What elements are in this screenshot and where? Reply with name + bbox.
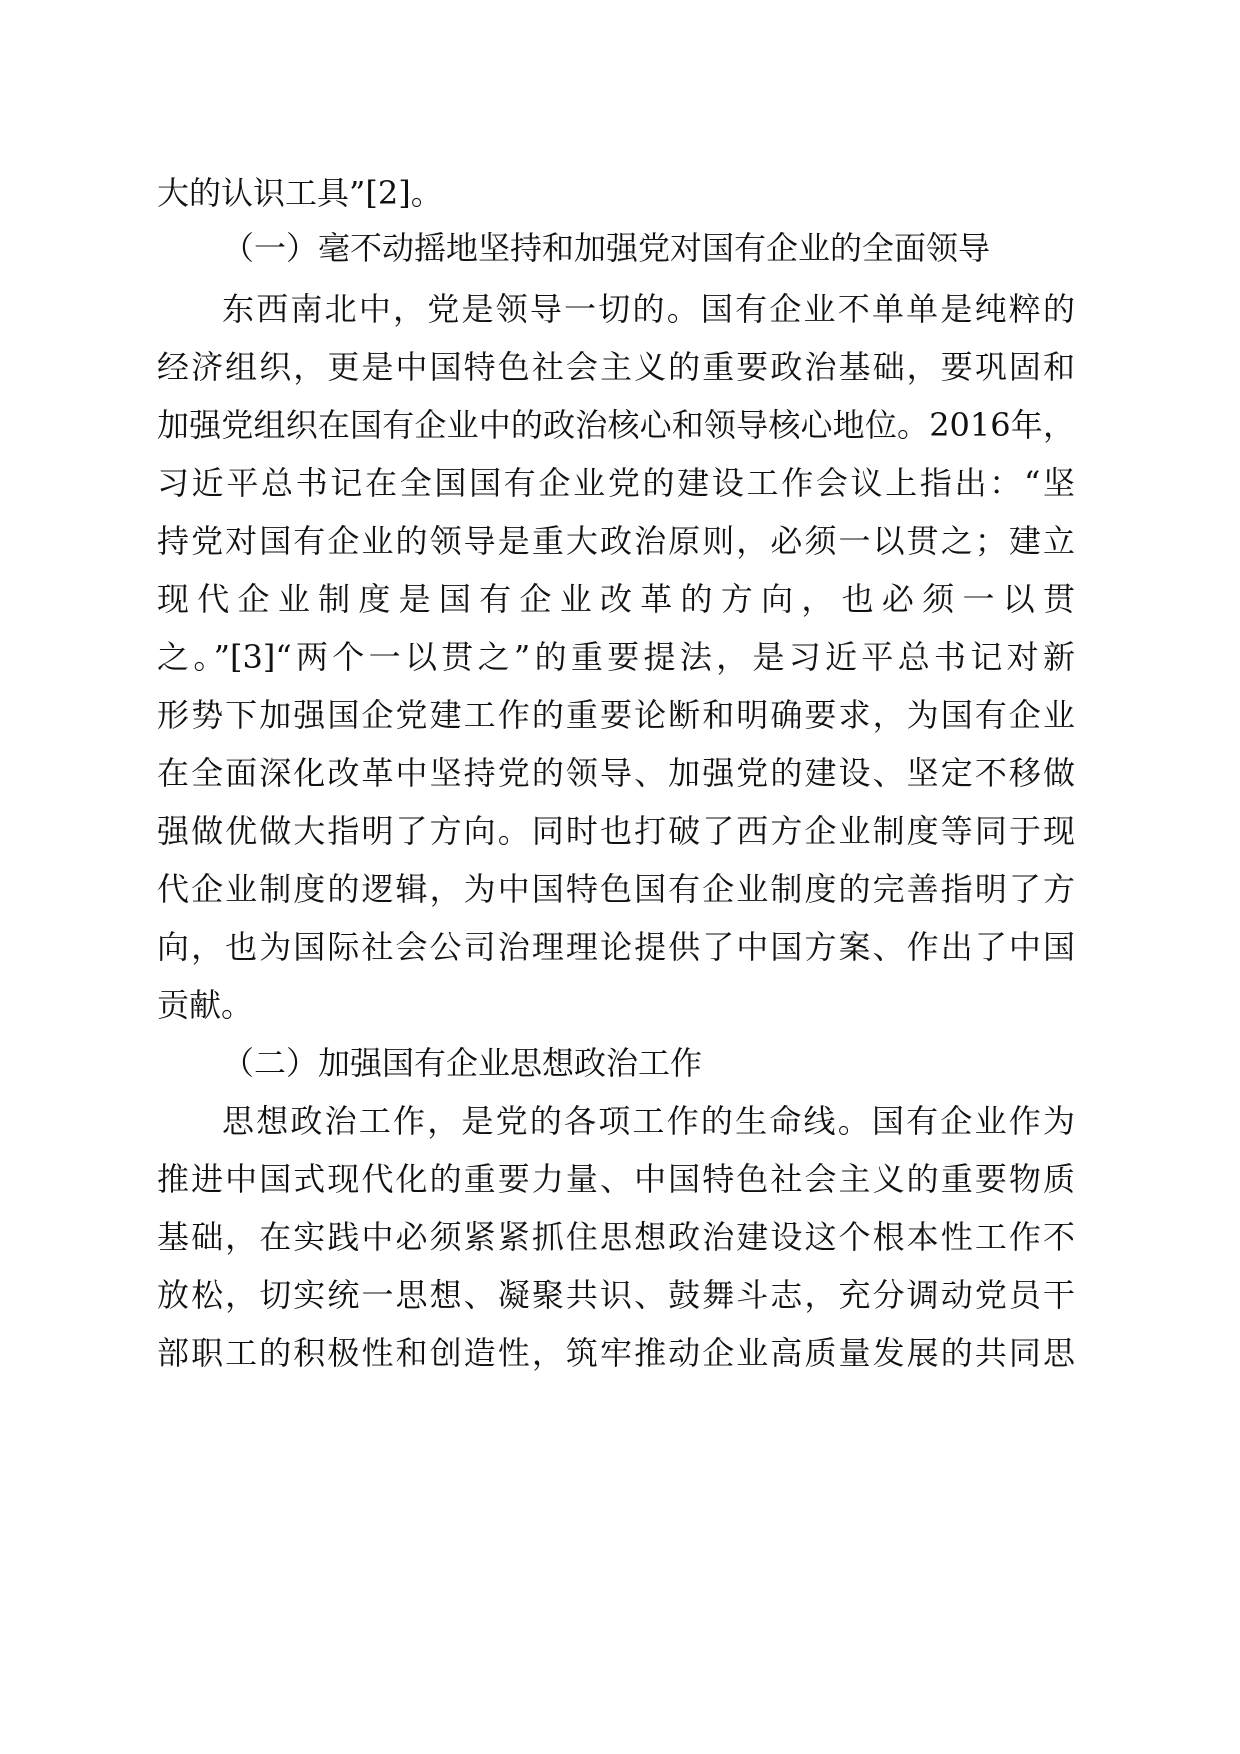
paragraph-line: 贡献。 [157, 986, 254, 1024]
section-heading-2: （二）加强国有企业思想政治工作 [222, 1044, 703, 1082]
paragraph-line: 习近平总书记在全国国有企业党的建设工作会议上指出：“坚 [157, 464, 1075, 502]
paragraph-line: 持党对国有企业的领导是重大政治原则，必须一以贯之；建立 [157, 522, 1075, 560]
paragraph-line: 基础，在实践中必须紧紧抓住思想政治建设这个根本性工作不 [157, 1218, 1075, 1256]
paragraph-line: 经济组织，更是中国特色社会主义的重要政治基础，要巩固和 [157, 348, 1075, 386]
paragraph-line: 向，也为国际社会公司治理理论提供了中国方案、作出了中国 [157, 928, 1075, 966]
paragraph-line: 放松，切实统一思想、凝聚共识、鼓舞斗志，充分调动党员干 [157, 1276, 1075, 1314]
section-heading-1: （一）毫不动摇地坚持和加强党对国有企业的全面领导 [222, 229, 991, 267]
paragraph-line: 代企业制度的逻辑，为中国特色国有企业制度的完善指明了方 [157, 870, 1075, 908]
paragraph-line: 在全面深化改革中坚持党的领导、加强党的建设、坚定不移做 [157, 754, 1075, 792]
paragraph-line: 大的认识工具”[2]。 [157, 174, 443, 212]
paragraph-line: 推进中国式现代化的重要力量、中国特色社会主义的重要物质 [157, 1160, 1075, 1198]
paragraph-line: 东西南北中，党是领导一切的。国有企业不单单是纯粹的 [222, 290, 1075, 328]
paragraph-line: 现代企业制度是国有企业改革的方向，也必须一以贯 [157, 580, 1075, 618]
paragraph-line: 部职工的积极性和创造性，筑牢推动企业高质量发展的共同思 [157, 1334, 1075, 1372]
paragraph-line: 强做优做大指明了方向。同时也打破了西方企业制度等同于现 [157, 812, 1075, 850]
paragraph-line: 思想政治工作，是党的各项工作的生命线。国有企业作为 [222, 1102, 1075, 1140]
paragraph-line: 形势下加强国企党建工作的重要论断和明确要求，为国有企业 [157, 696, 1075, 734]
paragraph-line: 之。”[3]“两个一以贯之”的重要提法，是习近平总书记对新 [157, 638, 1075, 676]
paragraph-line: 加强党组织在国有企业中的政治核心和领导核心地位。2016年， [157, 406, 1075, 444]
